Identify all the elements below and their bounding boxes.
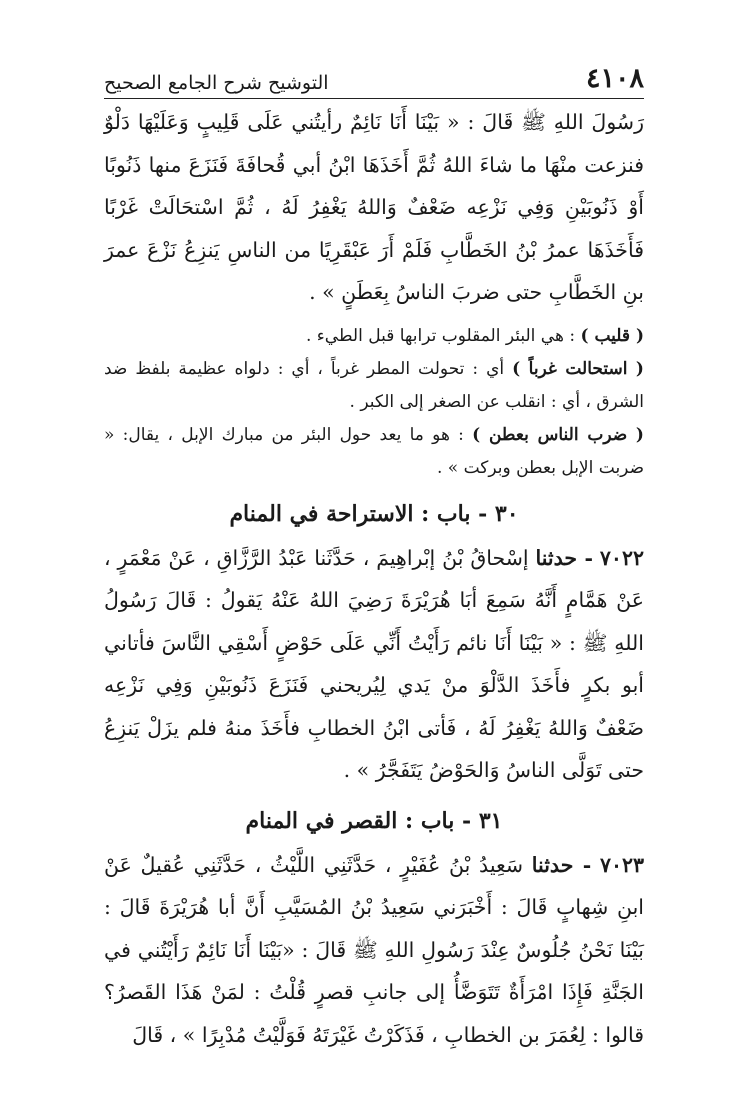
note-istahalat xyxy=(104,353,644,419)
hadith-text: سَعِيدُ بْنُ عُفَيْرٍ ، حَدَّثَنِي اللَّيْثُ ، حَدَّثَنِي عُقيلٌ عَنْ ابنِ شِهابٍ قَالَ : أَخْبَرَني سَعِيدُ بْنُ المُسَيَّبِ أَنَّ أبا هُرَيْرَةَ قَالَ : بَيْنَا نَحْنُ جُلُوسٌ عِنْدَ رَسُولِ اللهِ ﷺ قَالَ : «بَيْنَا أَنَا نَائِمٌ رَأَيْتُني في الجَنَّةِ فَإِذَا امْرَأَةٌ تَتَوَضَّأُ إلى جانبِ قصرٍ قُلْتُ : لمَنْ هَذَا القَصرُ؟ قالوا : لِعُمَرَ بن الخطابِ ، فَذَكَرْتُ غَيْرَتَهُ فَوَلَّيْتُ مُدْبِرًا » ، قَالَ xyxy=(104,852,644,1047)
hadith-text: إسْحاقُ بْنُ إبْراهِيمَ ، حَدَّثَنا عَبْدُ الرَّزَّاقِ ، عَنْ مَعْمَرٍ ، عَنْ هَمَّامٍ أَنَّهُ سَمِعَ أبَا هُرَيْرَةَ رَضِيَ اللهُ عَنْهُ يَقولُ : قَالَ رَسُولُ اللهِ ﷺ : « بَيْنَا أَنَا نائم رَأَيْتُ أَنِّي عَلَى حَوْضٍ أَسْقِي النَّاسَ فأتاني أبو بكرٍ فأَخَذَ الدَّلْوَ منْ يَدي لِيُريحني فَنَزَعَ ذَنُوبَيْنِ وَفِي نَزْعِه ضَعْفٌ وَاللهُ يَغْفِرُ لَهُ ، فَأتى ابْنُ الخطابِ فأَخَذَ منهُ فلم يزَلْ يَنزِعُ حتى تَوَلَّى الناسُ وَالحَوْضُ يَتَفَجَّرُ » . xyxy=(104,545,644,782)
note-text: : هي البئر المقلوب ترابها قبل الطيء . xyxy=(305,325,581,346)
running-title: التوشيح شرح الجامع الصحيح xyxy=(104,72,329,94)
note-term: ( استحالت غرباً ) xyxy=(512,358,644,379)
hadith-number: ٧٠٢٣ xyxy=(599,852,644,877)
hadith-opening: حدثنا xyxy=(531,852,574,877)
page-header xyxy=(104,58,644,99)
book-page xyxy=(104,58,644,1056)
chapter-heading-30: ٣٠ - باب : الاستراحة في المنام xyxy=(229,500,519,527)
hadith-7022: ٧٠٢٢ - حدثنا إسْحاقُ بْنُ إبْراهِيمَ ، حَدَّثَنا عَبْدُ الرَّزَّاقِ ، عَنْ مَعْمَرٍ ، عَنْ هَمَّامٍ أَنَّهُ سَمِعَ أبَا هُرَيْرَةَ رَضِيَ اللهُ عَنْهُ يَقولُ : قَالَ رَسُولُ اللهِ ﷺ : « بَيْنَا أَنَا نائم رَأَيْتُ أَنِّي عَلَى حَوْضٍ أَسْقِي النَّاسَ فأتاني أبو بكرٍ فأَخَذَ الدَّلْوَ منْ يَدي لِيُريحني فَنَزَعَ ذَنُوبَيْنِ وَفِي نَزْعِه ضَعْفٌ وَاللهُ يَغْفِرُ لَهُ ، فَأتى ابْنُ الخطابِ فأَخَذَ منهُ فلم يزَلْ يَنزِعُ حتى تَوَلَّى الناسُ وَالحَوْضُ يَتَفَجَّرُ » . xyxy=(104,545,644,782)
note-text: أي : تحولت المطر غرباً ، أي : دلواه عظيمة بلفظ ضد الشرق ، أي : انقلب عن الصغر إلى الكبر . xyxy=(104,358,644,412)
chapter-heading-31: ٣١ - باب : القصر في المنام xyxy=(245,807,503,834)
hadith-7023: ٧٠٢٣ - حدثنا سَعِيدُ بْنُ عُفَيْرٍ ، حَدَّثَنِي اللَّيْثُ ، حَدَّثَنِي عُقيلٌ عَنْ ابنِ شِهابٍ قَالَ : أَخْبَرَني سَعِيدُ بْنُ المُسَيَّبِ أَنَّ أبا هُرَيْرَةَ قَالَ : بَيْنَا نَحْنُ جُلُوسٌ عِنْدَ رَسُولِ اللهِ ﷺ قَالَ : «بَيْنَا أَنَا نَائِمٌ رَأَيْتُني في الجَنَّةِ فَإِذَا امْرَأَةٌ تَتَوَضَّأُ إلى جانبِ قصرٍ قُلْتُ : لمَنْ هَذَا القَصرُ؟ قالوا : لِعُمَرَ بن الخطابِ ، فَذَكَرْتُ غَيْرَتَهُ فَوَلَّيْتُ مُدْبِرًا » ، قَالَ xyxy=(104,852,644,1047)
hadith-continuation: رَسُولَ اللهِ ﷺ قَالَ : « بَيْنَا أَنَا نَائِمٌ رأيتُني عَلَى قَلِيبٍ وَعَلَيْهَا دَلْوٌ فنزعت منْهَا ما شاءَ اللهُ ثُمَّ أَخَذَهَا ابْنُ أبي قُحافَةَ فَنَزَعَ منها ذَنُوبًا أَوْ ذَنُوبَيْنِ وَفِي نَزْعِه ضَعْفٌ وَاللهُ يَغْفِرُ لَهُ ، ثُمَّ اسْتحَالَتْ غَرْبًا فَأَخَذَهَا عمرُ بْنُ الخَطَّابِ فَلَمْ أَرَ عَبْقَرِيًا من الناسِ يَنزِعُ نَزْعَ عمرَ بنِ الخَطَّابِ حتى ضربَ الناسُ بِعَطَنٍ » . xyxy=(104,110,644,304)
hadith-number: ٧٠٢٢ xyxy=(599,545,644,570)
note-text: : هو ما يعد حول البئر من مبارك الإبل ، يقال: « ضربت الإبل بعطن وبركت » . xyxy=(104,424,644,478)
note-daraba xyxy=(104,419,644,485)
note-term: ( ضرب الناس بعطن ) xyxy=(472,424,644,445)
hadith-opening: حدثنا xyxy=(535,545,578,570)
note-qalib xyxy=(104,320,644,353)
note-term: ( قليب ) xyxy=(580,325,644,346)
page-number: ٤١٠٨ xyxy=(585,63,644,94)
